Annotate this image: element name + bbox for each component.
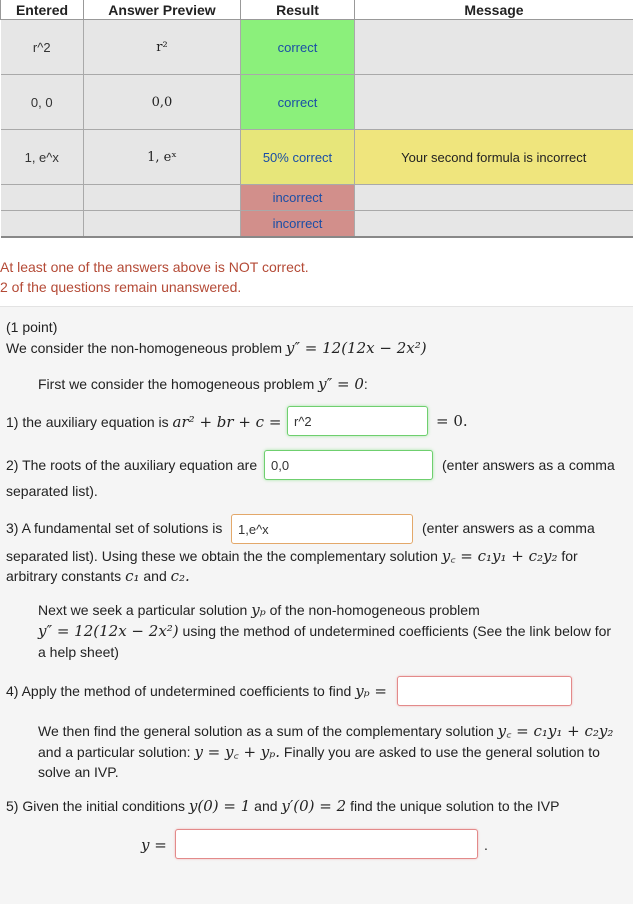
message-cell bbox=[355, 185, 633, 211]
entered-cell: r^2 bbox=[1, 20, 84, 75]
table-row bbox=[1, 130, 633, 185]
gen1-equation: y꜀ = c₁y₁ + c₂y₂ bbox=[498, 722, 614, 740]
not-correct-message: At least one of the answers above is NOT correct. bbox=[0, 259, 309, 275]
result-cell: correct bbox=[241, 20, 355, 75]
q1-text: 1) the auxiliary equation is bbox=[6, 414, 169, 430]
q3-line3-and: and bbox=[143, 568, 166, 584]
q1-answer-input[interactable]: r^2 bbox=[287, 406, 428, 436]
q5-answer-input[interactable] bbox=[175, 829, 478, 859]
result-cell: 50% correct bbox=[241, 130, 355, 185]
message-cell bbox=[355, 211, 633, 238]
q4-answer-input[interactable] bbox=[397, 676, 572, 706]
q2-hint: (enter answers as a comma bbox=[442, 457, 615, 473]
entered-cell: 0, 0 bbox=[1, 75, 84, 130]
gen2-equation: y = y꜀ + yₚ. bbox=[194, 743, 280, 761]
intro-equation: y″ = 12(12x − 2x²) bbox=[286, 339, 427, 357]
message-cell bbox=[355, 75, 633, 130]
gen1-text: We then find the general solution as a sum of the complementary solution bbox=[38, 723, 494, 739]
q3-hint: (enter answers as a comma bbox=[422, 520, 595, 536]
preview-cell: 0,0 bbox=[84, 75, 241, 130]
header-result: Result bbox=[241, 0, 355, 20]
constant-c2: c₂. bbox=[171, 567, 190, 585]
q1-equation: ar² + br + c = bbox=[173, 413, 282, 431]
preview-cell bbox=[84, 185, 241, 211]
next2-text: using the method of undetermined coefficients (See the link below for bbox=[183, 623, 612, 639]
preview-cell: r² bbox=[84, 20, 241, 75]
entered-cell bbox=[1, 211, 84, 238]
q5-period: . bbox=[484, 837, 488, 853]
homog-equation: y″ = 0 bbox=[318, 375, 364, 393]
table-row bbox=[1, 20, 633, 75]
q5-condition2: y′(0) = 2 bbox=[281, 797, 346, 815]
general-line1 bbox=[38, 721, 613, 741]
q5-line bbox=[6, 797, 559, 815]
particular-line2 bbox=[38, 622, 611, 640]
q3-line2 bbox=[6, 546, 578, 566]
header-answer-preview: Answer Preview bbox=[84, 0, 241, 20]
q4-line bbox=[6, 682, 387, 700]
message-cell bbox=[355, 20, 633, 75]
q3-line3 bbox=[6, 567, 190, 585]
header-message: Message bbox=[355, 0, 633, 20]
q3-answer-input[interactable]: 1,e^x bbox=[231, 514, 413, 544]
q5-y-label: y = bbox=[141, 836, 167, 854]
q5-end: find the unique solution to the IVP bbox=[350, 798, 559, 814]
q4-text: 4) Apply the method of undetermined coefficients to find bbox=[6, 683, 351, 699]
homog-colon: : bbox=[364, 376, 368, 392]
homogeneous-line bbox=[38, 375, 368, 393]
particular-line1 bbox=[38, 601, 480, 619]
problem-points: (1 point) bbox=[6, 319, 57, 335]
q3-line2-end: for bbox=[561, 548, 577, 564]
gen2-text: and a particular solution: bbox=[38, 744, 191, 760]
q2-text: 2) The roots of the auxiliary equation are bbox=[6, 457, 257, 473]
results-table bbox=[0, 0, 633, 238]
yp-symbol: yₚ bbox=[251, 601, 265, 619]
result-cell: correct bbox=[241, 75, 355, 130]
entered-cell bbox=[1, 185, 84, 211]
gen2-end: Finally you are asked to use the general solution to bbox=[284, 744, 600, 760]
table-row bbox=[1, 211, 633, 238]
next1-text: Next we seek a particular solution bbox=[38, 602, 247, 618]
q2-hint-cont: separated list). bbox=[6, 483, 98, 499]
problem-panel bbox=[0, 306, 633, 904]
general-line2 bbox=[38, 742, 600, 762]
particular-line3: a help sheet) bbox=[38, 644, 119, 660]
q2-answer-input[interactable]: 0,0 bbox=[264, 450, 433, 480]
q3-line3-text: arbitrary constants bbox=[6, 568, 121, 584]
q3-text: 3) A fundamental set of solutions is bbox=[6, 520, 222, 536]
intro-text: We consider the non-homogeneous problem bbox=[6, 340, 282, 356]
table-row bbox=[1, 185, 633, 211]
header-entered: Entered bbox=[1, 0, 84, 20]
preview-cell: 1, eˣ bbox=[84, 130, 241, 185]
q5-condition1: y(0) = 1 bbox=[189, 797, 250, 815]
q1-line bbox=[6, 413, 281, 431]
q5-text: 5) Given the initial conditions bbox=[6, 798, 185, 814]
complementary-equation: y꜀ = c₁y₁ + c₂y₂ bbox=[442, 547, 558, 565]
result-cell: incorrect bbox=[241, 211, 355, 238]
problem-intro bbox=[6, 339, 427, 357]
table-row bbox=[1, 75, 633, 130]
q3-line2-text: separated list). Using these we obtain the the complementary solution bbox=[6, 548, 438, 564]
q4-equation: yₚ = bbox=[355, 682, 387, 700]
result-cell: incorrect bbox=[241, 185, 355, 211]
nonhomog-equation: y″ = 12(12x − 2x²) bbox=[38, 622, 179, 640]
q1-equals-zero: = 0. bbox=[436, 412, 468, 430]
next1-end: of the non-homogeneous problem bbox=[270, 602, 480, 618]
constant-c1: c₁ bbox=[125, 567, 139, 585]
homog-text: First we consider the homogeneous problem bbox=[38, 376, 314, 392]
message-cell: Your second formula is incorrect bbox=[355, 130, 633, 185]
q5-and: and bbox=[254, 798, 277, 814]
preview-cell bbox=[84, 211, 241, 238]
unanswered-message: 2 of the questions remain unanswered. bbox=[0, 279, 241, 295]
general-line3: solve an IVP. bbox=[38, 764, 119, 780]
entered-cell: 1, e^x bbox=[1, 130, 84, 185]
